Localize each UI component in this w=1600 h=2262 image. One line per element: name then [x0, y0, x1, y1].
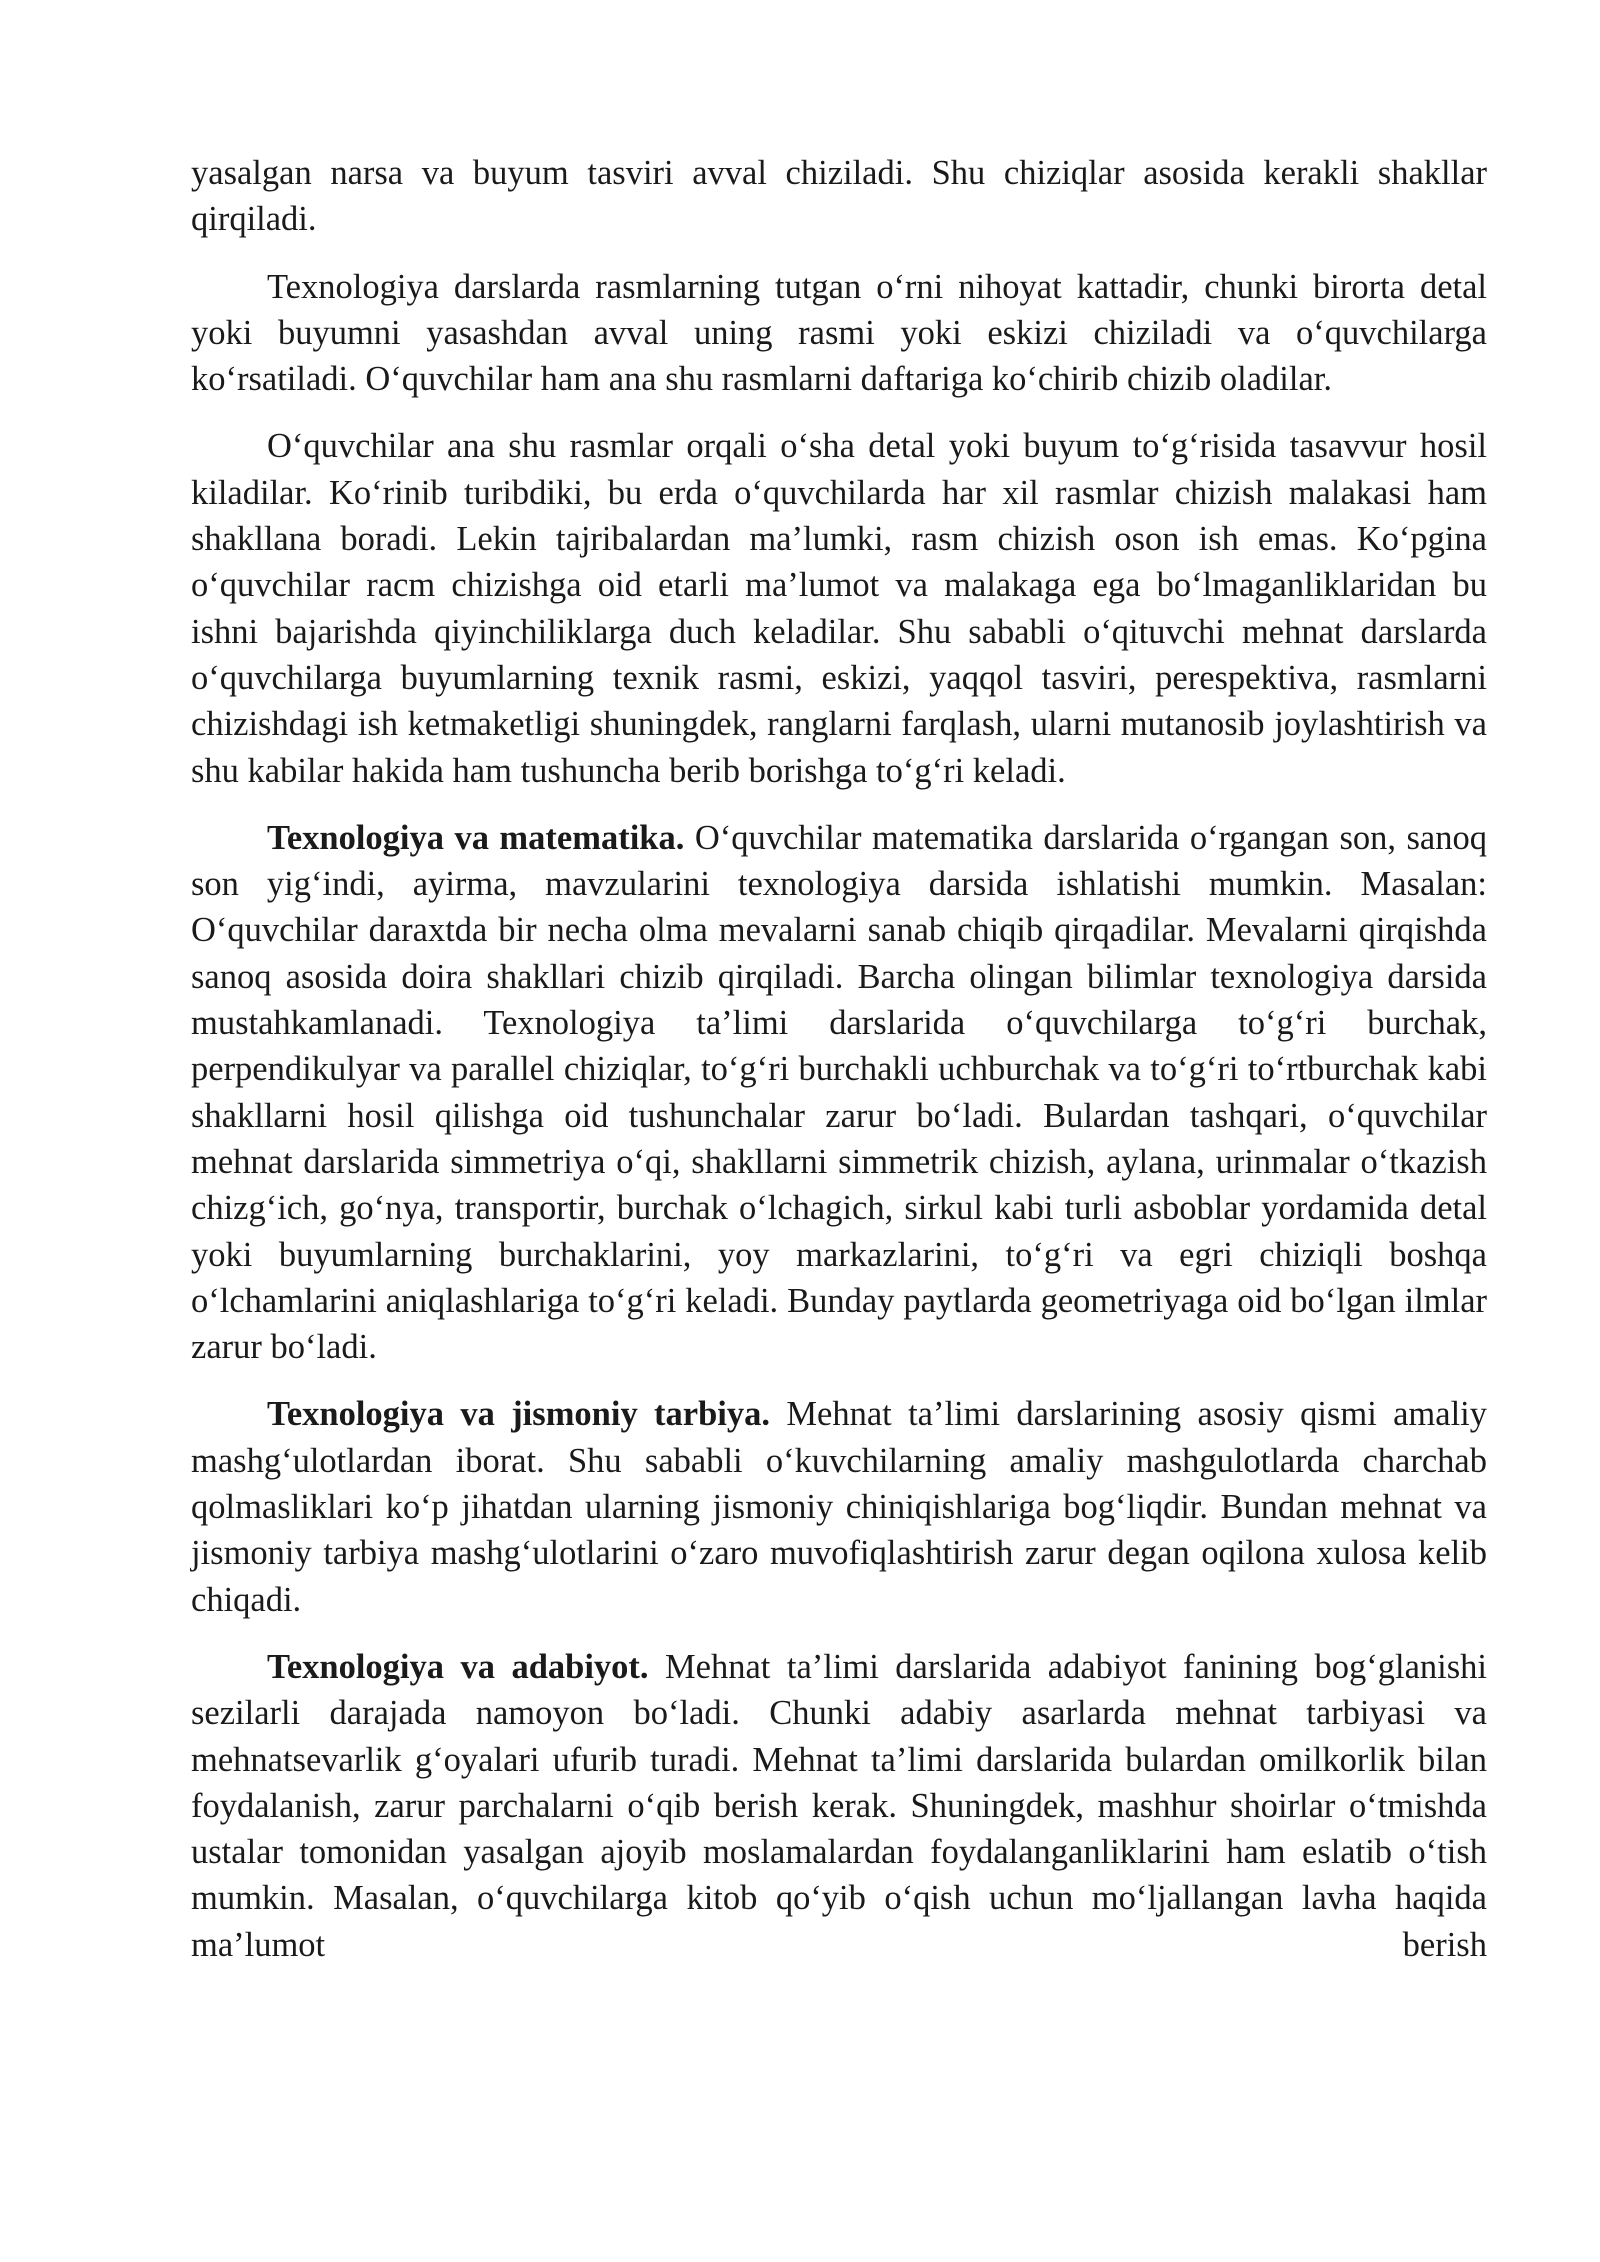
paragraph-continuation: [191, 150, 1487, 243]
paragraph-text: Mehnat ta’limi darslarida adabiyot fanining bog‘glanishi sezilarli darajada namoyon bo‘ladi. Chunki adabiy asarlarda mehnat tarbiyasi va mehnatsevarlik g‘oyalari ufurib turadi. Mehnat ta’limi darslarida bulardan omilkorlik bilan foydalanish, zarur parchalarni o‘qib berish kerak. Shuningdek, mashhur shoirlar o‘tmishda ustalar tomonidan yasalgan ajoyib moslamalardan foydalanganliklarini ham eslatib o‘tish mumkin. Masalan, o‘quvchilarga kitob qo‘yib o‘qish uchun mo‘ljallangan lavha haqida ma’lumot berish: [191, 1647, 1487, 1964]
section-lead-heading: Texnologiya va matematika.: [267, 818, 685, 857]
paragraph-text: yasalgan narsa va buyum tasviri avval chiziladi. Shu chiziqlar asosida kerakli shakllar qirqiladi.: [191, 154, 1487, 239]
paragraph-text: Mehnat ta’limi darslarining asosiy qismi amaliy mashg‘ulotlardan iborat. Shu sababli o‘kuvchilarning amaliy mashgulotlarda charchab qolmasliklari ko‘p jihatdan ularning jismoniy chiniqishlariga bog‘liqdir. Bundan mehnat va jismoniy tarbiya mashg‘ulotlarini o‘zaro muvofiqlashtirish zarur degan oqilona xulosa kelib chiqadi.: [191, 1395, 1487, 1619]
paragraph-technology-physical-education: [191, 1391, 1487, 1622]
paragraph-technology-math: [191, 815, 1487, 1371]
paragraph-drawing-skills: [191, 423, 1487, 793]
paragraph-text: O‘quvchilar matematika darslarida o‘rgangan son, sanoq son yig‘indi, ayirma, mavzularini texnologiya darsida ishlatishi mumkin. Masalan: O‘quvchilar daraxtda bir necha olma mevalarni sanab chiqib qirqadilar. Mevalarni qirqishda sanoq asosida doira shakllari chizib qirqiladi. Barcha olingan bilimlar texnologiya darsida mustahkamlanadi. Texnologiya ta’limi darslarida o‘quvchilarga to‘g‘ri burchak, perpendikulyar va parallel chiziqlar, to‘g‘ri burchakli uchburchak va to‘g‘ri to‘rtburchak kabi shakllarni hosil qilishga oid tushunchalar zarur bo‘ladi. Bulardan tashqari, o‘quvchilar mehnat darslarida simmetriya o‘qi, shakllarni simmetrik chizish, aylana, urinmalar o‘tkazish chizg‘ich, go‘nya, transportir, burchak o‘lchagich, sirkul kabi turli asboblar yordamida detal yoki buyumlarning burchaklarini, yoy markazlarini, to‘g‘ri va egri chiziqli boshqa o‘lchamlarini aniqlashlariga to‘g‘ri keladi. Bunday paytlarda geometriyaga oid bo‘lgan ilmlar zarur bo‘ladi.: [191, 818, 1487, 1367]
document-page: [191, 150, 1487, 1968]
section-lead-heading: Texnologiya va adabiyot.: [267, 1647, 649, 1686]
section-lead-heading: Texnologiya va jismoniy tarbiya.: [267, 1395, 770, 1434]
paragraph-text: Texnologiya darslarda rasmlarning tutgan o‘rni nihoyat kattadir, chunki birorta detal yoki buyumni yasashdan avval uning rasmi yoki eskizi chiziladi va o‘quvchilarga ko‘rsatiladi. O‘quvchilar ham ana shu rasmlarni daftariga ko‘chirib chizib oladilar.: [191, 267, 1487, 399]
paragraph-drawings-role: [191, 264, 1487, 403]
paragraph-text: O‘quvchilar ana shu rasmlar orqali o‘sha detal yoki buyum to‘g‘risida tasavvur hosil kiladilar. Ko‘rinib turibdiki, bu erda o‘quvchilarda har xil rasmlar chizish malakasi ham shakllana boradi. Lekin tajribalardan ma’lumki, rasm chizish oson ish emas. Ko‘pgina o‘quvchilar racm chizishga oid etarli ma’lumot va malakaga ega bo‘lmaganliklaridan bu ishni bajarishda qiyinchiliklarga duch keladilar. Shu sababli o‘qituvchi mehnat darslarda o‘quvchilarga buyumlarning texnik rasmi, eskizi, yaqqol tasviri, perespektiva, rasmlarni chizishdagi ish ketmaketligi shuningdek, ranglarni farqlash, ularni mutanosib joylashtirish va shu kabilar hakida ham tushuncha berib borishga to‘g‘ri keladi.: [191, 427, 1487, 790]
paragraph-technology-literature: [191, 1644, 1487, 1968]
